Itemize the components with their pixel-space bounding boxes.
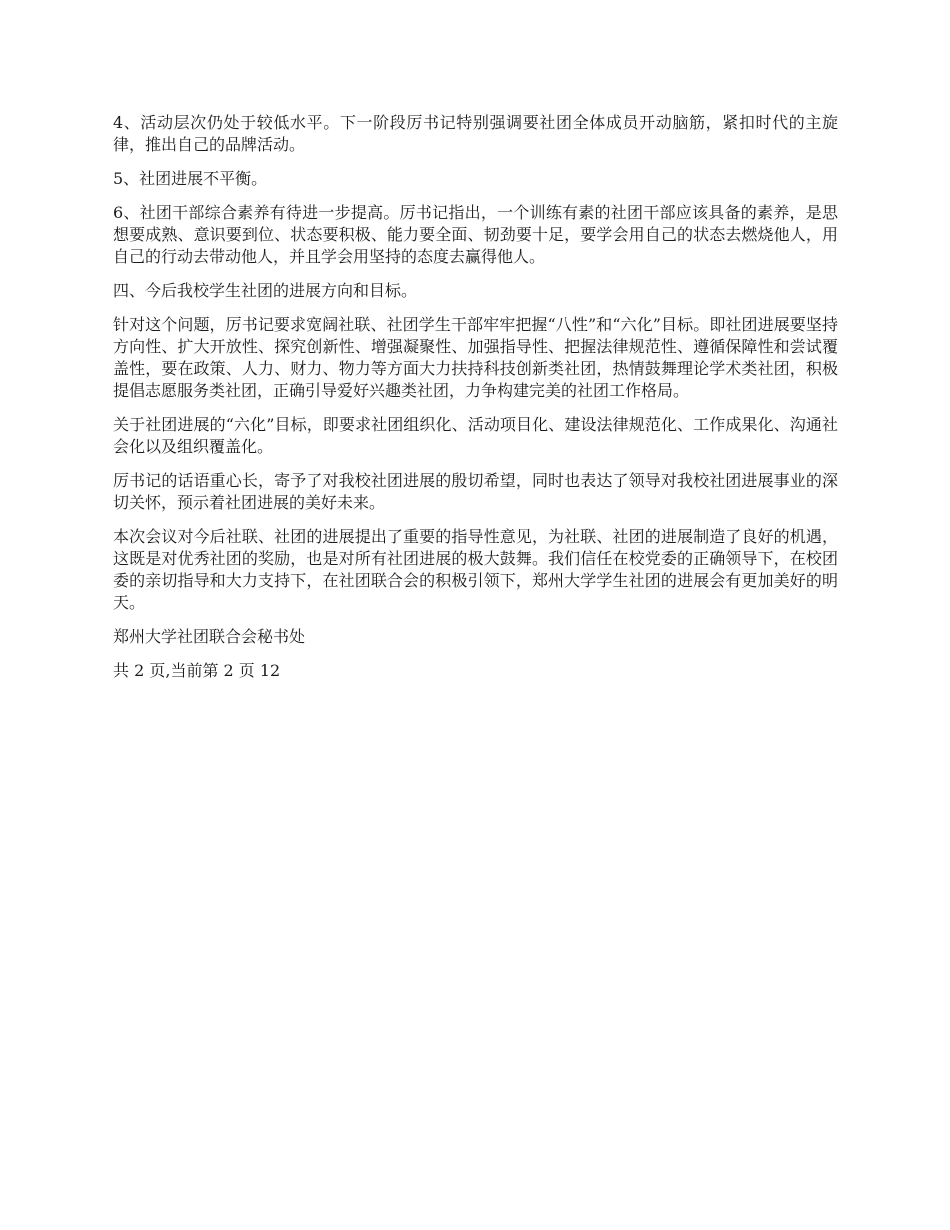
paragraph-conclusion: 本次会议对今后社联、社团的进展提出了重要的指导性意见，为社联、社团的进展制造了良好的机遇，这既是对优秀社团的奖励，也是对所有社团进展的极大鼓舞。我们信任在校党委的正确领导下，在校团委的亲切指导和大力支持下，在社团联合会的积极引领下，郑州大学学生社团的进展会有更加美好的明天。 xyxy=(113,527,838,612)
paragraph-item-6: 6、社团干部综合素养有待进一步提高。厉书记指出，一个训练有素的社团干部应该具备的素养，是思想要成熟、意识要到位、状态要积极、能力要全面、韧劲要十足，要学会用自己的状态去燃烧他人，用自己的行动去带动他人，并且学会用坚持的态度去赢得他人。 xyxy=(113,203,838,266)
paragraph-item-4: 4、活动层次仍处于较低水平。下一阶段厉书记特别强调要社团全体成员开动脑筋，紧扣时代的主旋律，推出自己的品牌活动。 xyxy=(113,113,838,154)
section-heading-4: 四、今后我校学生社团的进展方向和目标。 xyxy=(113,281,418,300)
paragraph-expectation: 厉书记的话语重心长，寄予了对我校社团进展的殷切希望，同时也表达了领导对我校社团进展事业的深切关怀，预示着社团进展的美好未来。 xyxy=(113,471,838,512)
document-page xyxy=(113,112,838,694)
paragraph-six-goals: 关于社团进展的“六化”目标，即要求社团组织化、活动项目化、建设法律规范化、工作成果化、沟通社会化以及组织覆盖化。 xyxy=(113,415,838,456)
paragraph-goals: 针对这个问题，厉书记要求宽阔社联、社团学生干部牢牢把握“八性”和“六化”目标。即社团进展要坚持方向性、扩大开放性、探究创新性、增强凝聚性、加强指导性、把握法律规范性、遵循保障性和尝试覆盖性，要在政策、人力、财力、物力等方面大力扶持科技创新类社团，热情鼓舞理论学术类社团，积极提倡志愿服务类社团，正确引导爱好兴趣类社团，力争构建完美的社团工作格局。 xyxy=(113,315,838,400)
page-indicator: 共 2 页,当前第 2 页 12 xyxy=(113,661,281,680)
paragraph-item-5: 5、社团进展不平衡。 xyxy=(113,169,268,188)
signature-line: 郑州大学社团联合会秘书处 xyxy=(113,627,306,646)
